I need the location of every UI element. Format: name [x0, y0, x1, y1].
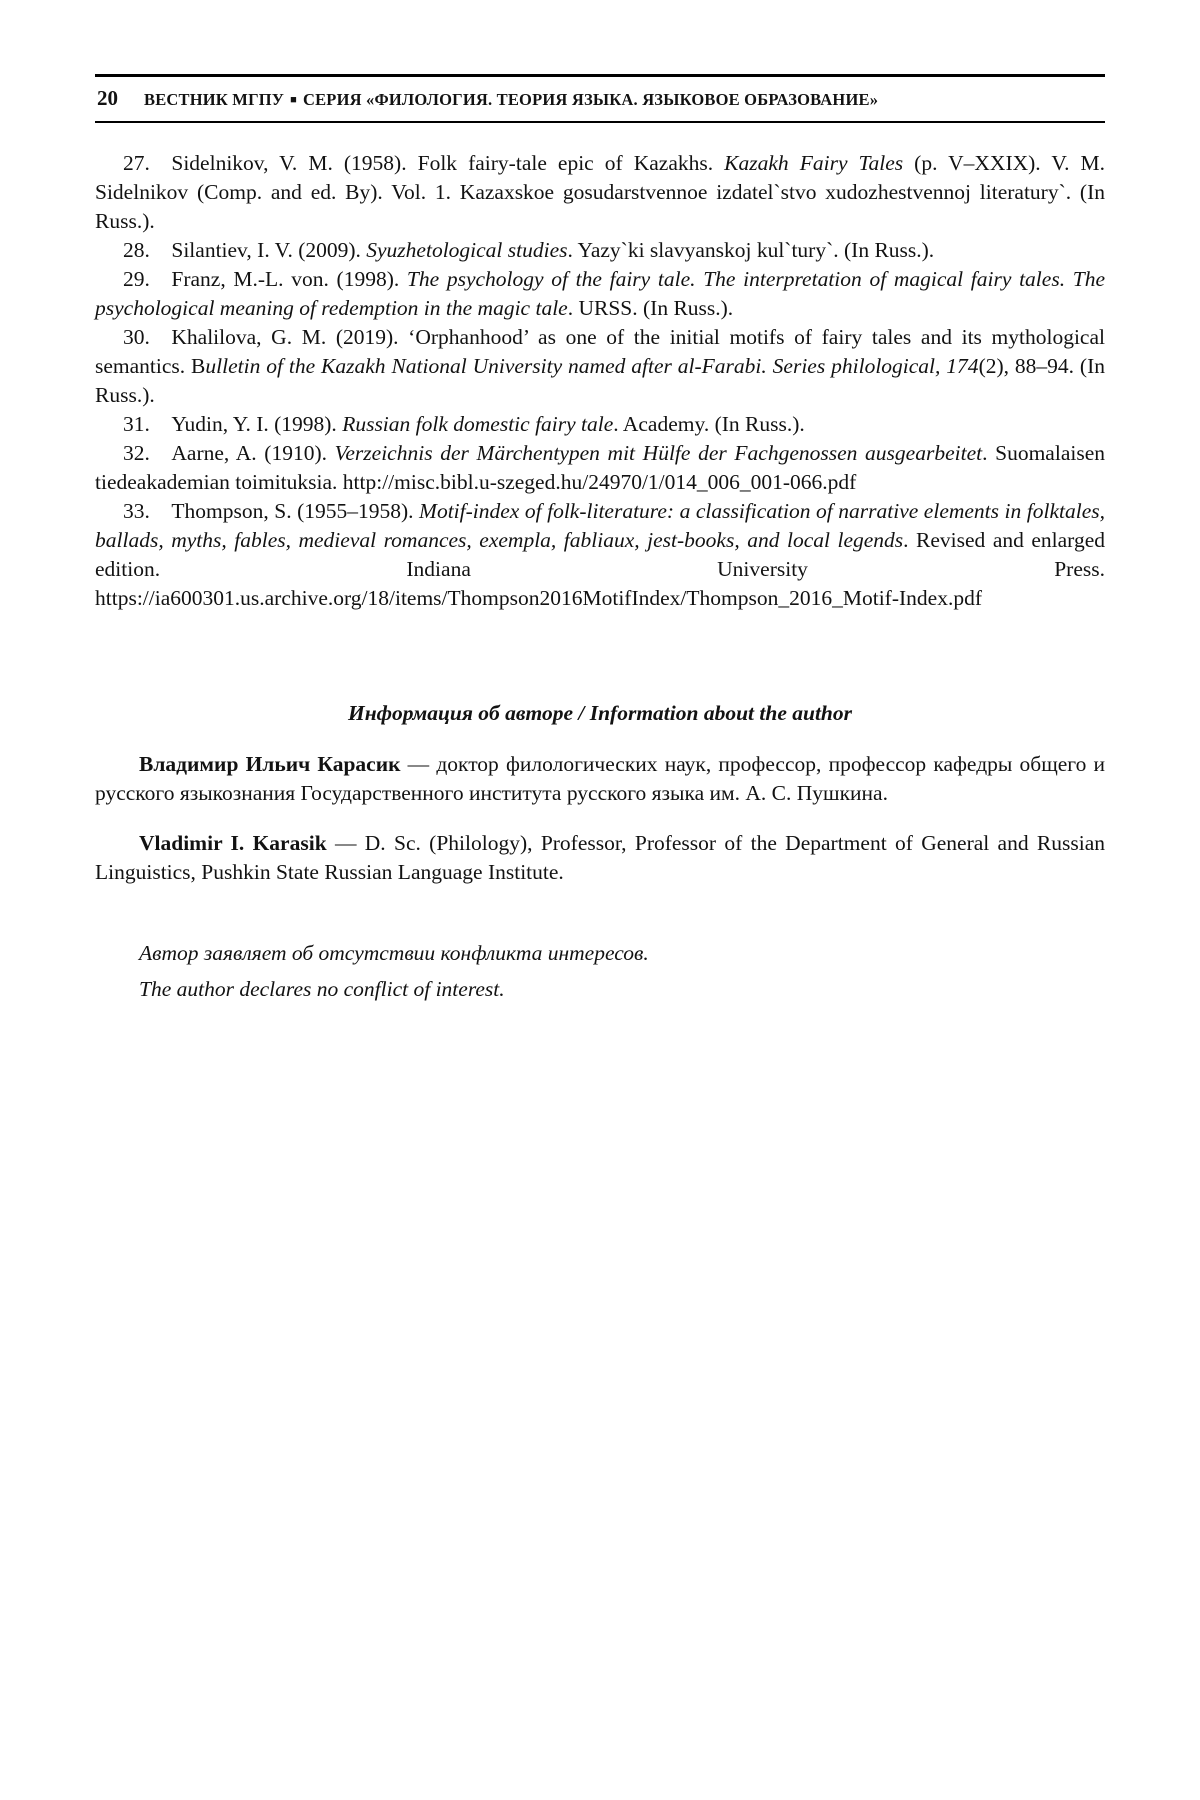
running-head [95, 74, 1105, 123]
page-number: 20 [97, 86, 118, 110]
reference-item: 33. Thompson, S. (1955–1958). Motif-index of folk-literature: a classification of narrative elements in folktales, ballads, myths, fables, medieval romances, exempla, fabliaux, jest-books, and local legends. Revised and enlarged edition. Indiana University Press. https://ia600301.us.archive.org/18/items/Thompson2016MotifIndex/Thompson_2016_Motif-Index.pdf [95, 499, 1105, 610]
conflict-statement-en: The author declares no conflict of interest. [139, 977, 505, 1001]
reference-item: 31. Yudin, Y. I. (1998). Russian folk domestic fairy tale. Academy. (In Russ.). [123, 412, 805, 436]
square-bullet-icon: ■ [290, 94, 297, 106]
conflict-statement-ru: Автор заявляет об отсутствии конфликта интересов. [139, 941, 649, 965]
reference-item: 32. Aarne, A. (1910). Verzeichnis der Märchentypen mit Hülfe der Fachgenossen ausgearbeitet. Suomalaisen tiedeakademian toimituksia. http://misc.bibl.u-szeged.hu/24970/1/014_006_001-066.pdf [95, 441, 1105, 494]
references-list [95, 149, 1105, 613]
reference-item: 30. Khalilova, G. M. (2019). ‘Orphanhood’ as one of the initial motifs of fairy tales and its mythological semantics. Bulletin of the Kazakh National University named after al-Farabi. Series philological, 174(2), 88–94. (In Russ.). [95, 325, 1106, 407]
journal-title-part2: СЕРИЯ «ФИЛОЛОГИЯ. ТЕОРИЯ ЯЗЫКА. ЯЗЫКОВОЕ ОБРАЗОВАНИЕ» [302, 90, 879, 109]
conflict-of-interest-block [95, 939, 1105, 1004]
author-info-ru: Владимир Ильич Карасик — доктор филологических наук, профессор, профессор кафедры общего и русского языкознания Государственного института русского языка им. А. С. Пушкина. [95, 752, 1105, 805]
reference-item: 27. Sidelnikov, V. M. (1958). Folk fairy-tale epic of Kazakhs. Kazakh Fairy Tales (p. V–XXIX). V. M. Sidelnikov (Comp. and ed. By). Vol. 1. Kazaxskoe gosudarstvennoe izdatel`stvo xudozhestvennoj literatury`. (In Russ.). [95, 151, 1105, 233]
journal-title-part1: ВЕСТНИК МГПУ [144, 90, 285, 109]
reference-item: 29. Franz, M.-L. von. (1998). The psychology of the fairy tale. The interpretation of magical fairy tales. The psychological meaning of redemption in the magic tale. URSS. (In Russ.). [95, 267, 1105, 320]
author-section-heading: Информация об авторе / Information about the author [347, 701, 852, 725]
author-info-en: Vladimir I. Karasik — D. Sc. (Philology), Professor, Professor of the Department of General and Russian Linguistics, Pushkin State Russian Language Institute. [95, 831, 1105, 884]
journal-title [144, 90, 878, 110]
reference-item: 28. Silantiev, I. V. (2009). Syuzhetological studies. Yazy`ki slavyanskoj kul`tury`. (In Russ.). [123, 238, 935, 262]
